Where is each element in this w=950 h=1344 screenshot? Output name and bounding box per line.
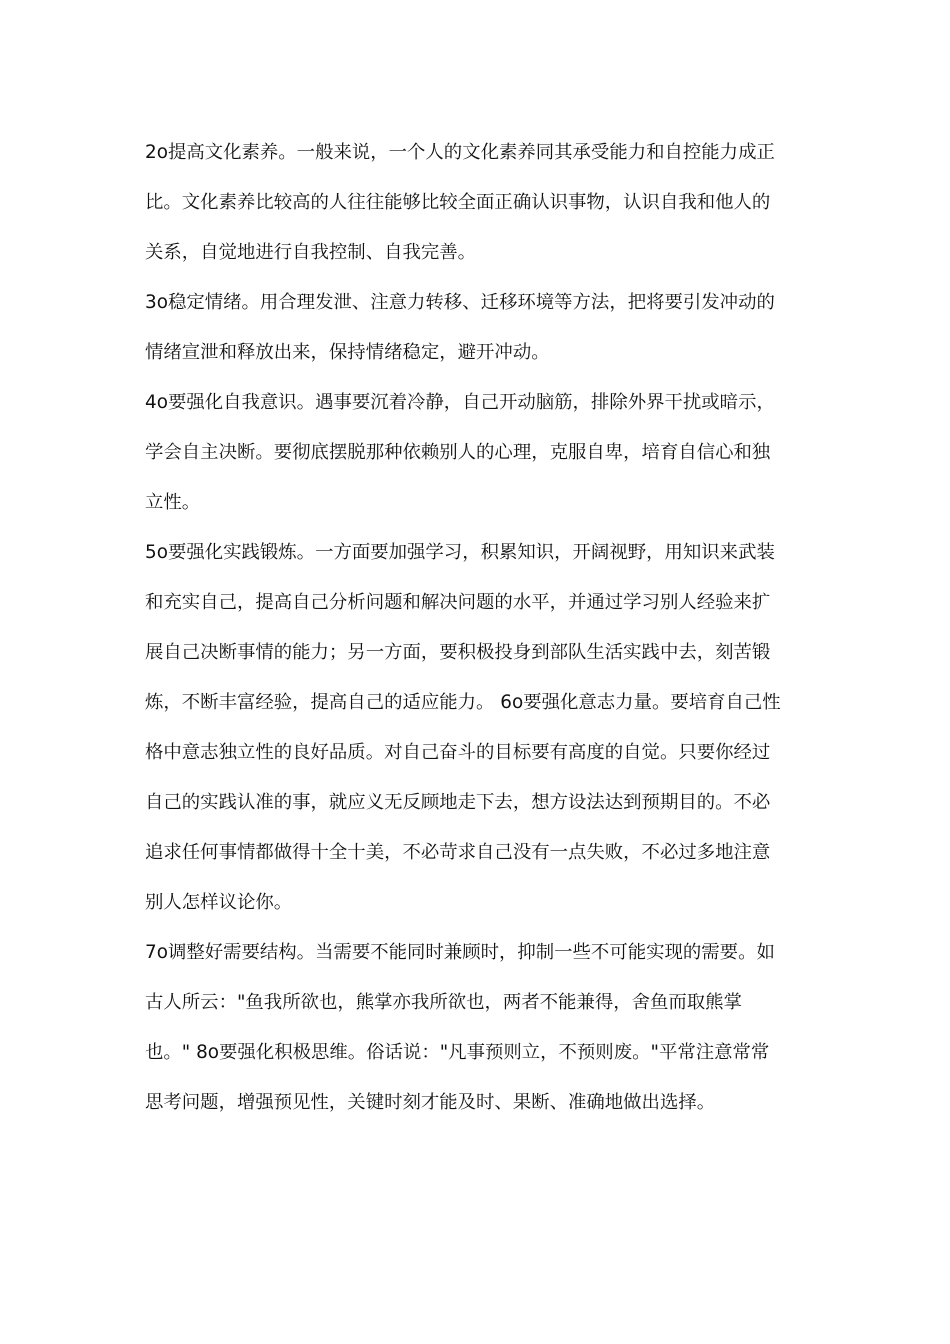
text-line: 关系，自觉地进行自我控制、自我完善。	[145, 242, 477, 263]
text-line: 追求任何事情都做得十全十美，不必苛求自己没有一点失败，不必过多地注意	[145, 842, 771, 863]
text-line: 3o稳定情绪。用合理发泄、注意力转移、迁移环境等方法，把将要引发冲动的	[145, 292, 775, 313]
text-line: 也。" 8o要强化积极思维。俗话说："凡事预则立，不预则废。"平常注意常常	[145, 1042, 770, 1063]
text-line: 和充实自己，提高自己分析问题和解决问题的水平，并通过学习别人经验来扩	[145, 592, 771, 613]
text-line: 格中意志独立性的良好品质。对自己奋斗的目标要有高度的自觉。只要你经过	[145, 742, 771, 763]
text-line: 炼，不断丰富经验，提高自己的适应能力。 6o要强化意志力量。要培育自己性	[145, 692, 781, 713]
body-text	[145, 128, 810, 1128]
text-line: 别人怎样议论你。	[145, 892, 293, 913]
text-line: 思考问题，增强预见性，关键时刻才能及时、果断、准确地做出选择。	[145, 1092, 716, 1113]
text-line: 展自己决断事情的能力；另一方面，要积极投身到部队生活实践中去，刻苦锻	[145, 642, 771, 663]
text-line: 立性。	[145, 492, 201, 513]
text-line: 5o要强化实践锻炼。一方面要加强学习，积累知识，开阔视野，用知识来武装	[145, 542, 775, 563]
text-line: 自己的实践认准的事，就应义无反顾地走下去，想方设法达到预期目的。不必	[145, 792, 771, 813]
text-line: 古人所云："鱼我所欲也，熊掌亦我所欲也，两者不能兼得，舍鱼而取熊掌	[145, 992, 742, 1013]
text-line: 比。文化素养比较高的人往往能够比较全面正确认识事物，认识自我和他人的	[145, 192, 771, 213]
text-line: 学会自主决断。要彻底摆脱那种依赖别人的心理，克服自卑，培育自信心和独	[145, 442, 771, 463]
text-line: 2o提高文化素养。一般来说，一个人的文化素养同其承受能力和自控能力成正	[145, 142, 775, 163]
text-line: 7o调整好需要结构。当需要不能同时兼顾时，抑制一些不可能实现的需要。如	[145, 942, 775, 963]
text-line: 情绪宣泄和释放出来，保持情绪稳定，避开冲动。	[145, 342, 550, 363]
text-line: 4o要强化自我意识。遇事要沉着冷静，自己开动脑筋，排除外界干扰或暗示，	[145, 392, 775, 413]
